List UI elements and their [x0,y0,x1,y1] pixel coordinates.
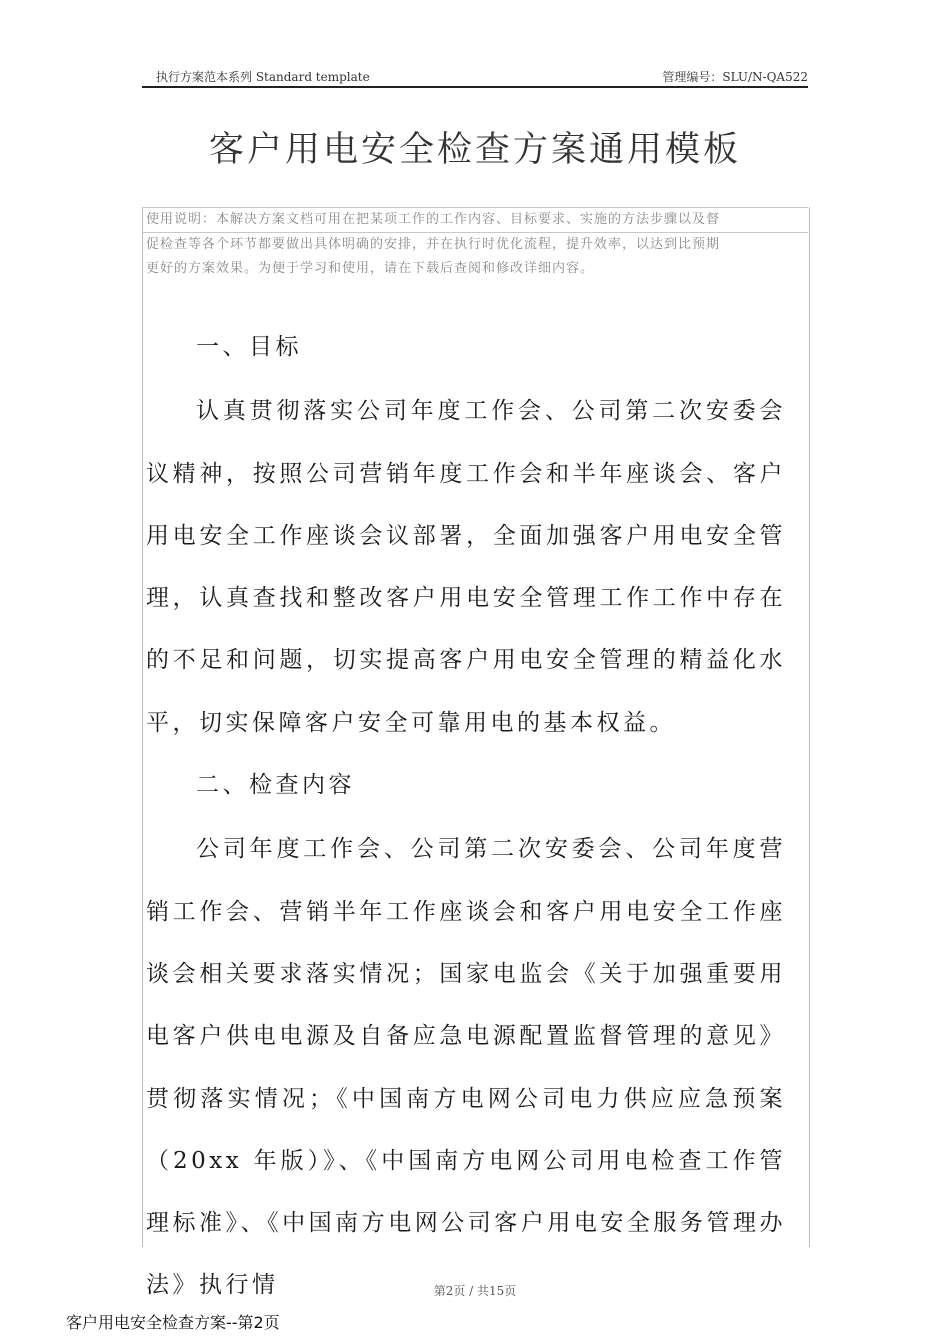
section-heading-inspection-content: 二、检查内容 [196,772,355,799]
document-body [146,316,786,1317]
header-series: 执行方案范本系列 Standard template [156,70,370,84]
usage-notice [142,207,808,281]
header-management-code: 管理编号：SLU/N-QA522 [662,70,808,84]
page-header [142,66,808,88]
section-paragraph-inspection-content: 公司年度工作会、公司第二次安委会、公司年度营销工作会、营销半年工作座谈会和客户用电安全工作座谈会相关要求落实情况；国家电监会《关于加强重要用电客户供电电源及自备应急电源配置监督管理的意见》贯彻落实情况；《中国南方电网公司电力供应应急预案（20xx 年版）》、《中国南方电网公司用电检查工作管理标准》、《中国南方电网公司客户用电安全服务管理办法》执行情 [146,836,786,1299]
footer-doc-title: 客户用电安全检查方案--第2页 [66,1313,280,1332]
section-heading-goal: 一、目标 [196,334,302,360]
section-paragraph-goal: 认真贯彻落实公司年度工作会、公司第二次安委会议精神，按照公司营销年度工作会和半年座谈会、客户用电安全工作座谈会议部署，全面加强客户用电安全管理，认真查找和整改客户用电安全管理工作工作中存在的不足和问题，切实提高客户用电安全管理的精益化水平，切实保障客户安全可靠用电的基本权益。 [146,398,786,736]
usage-notice-line: 促检查等各个环节都要做出具体明确的安排，并在执行时优化流程，提升效率，以达到比预期 [142,232,808,257]
document-title: 客户用电安全检查方案通用模板 [208,130,741,170]
usage-notice-line: 更好的方案效果。为便于学习和使用，请在下载后查阅和修改详细内容。 [146,261,595,276]
page-indicator: 第2页 / 共15页 [433,1284,517,1298]
usage-notice-line: 使用说明：本解决方案文档可用在把某项工作的工作内容、目标要求、实施的方法步骤以及督 [142,207,808,232]
